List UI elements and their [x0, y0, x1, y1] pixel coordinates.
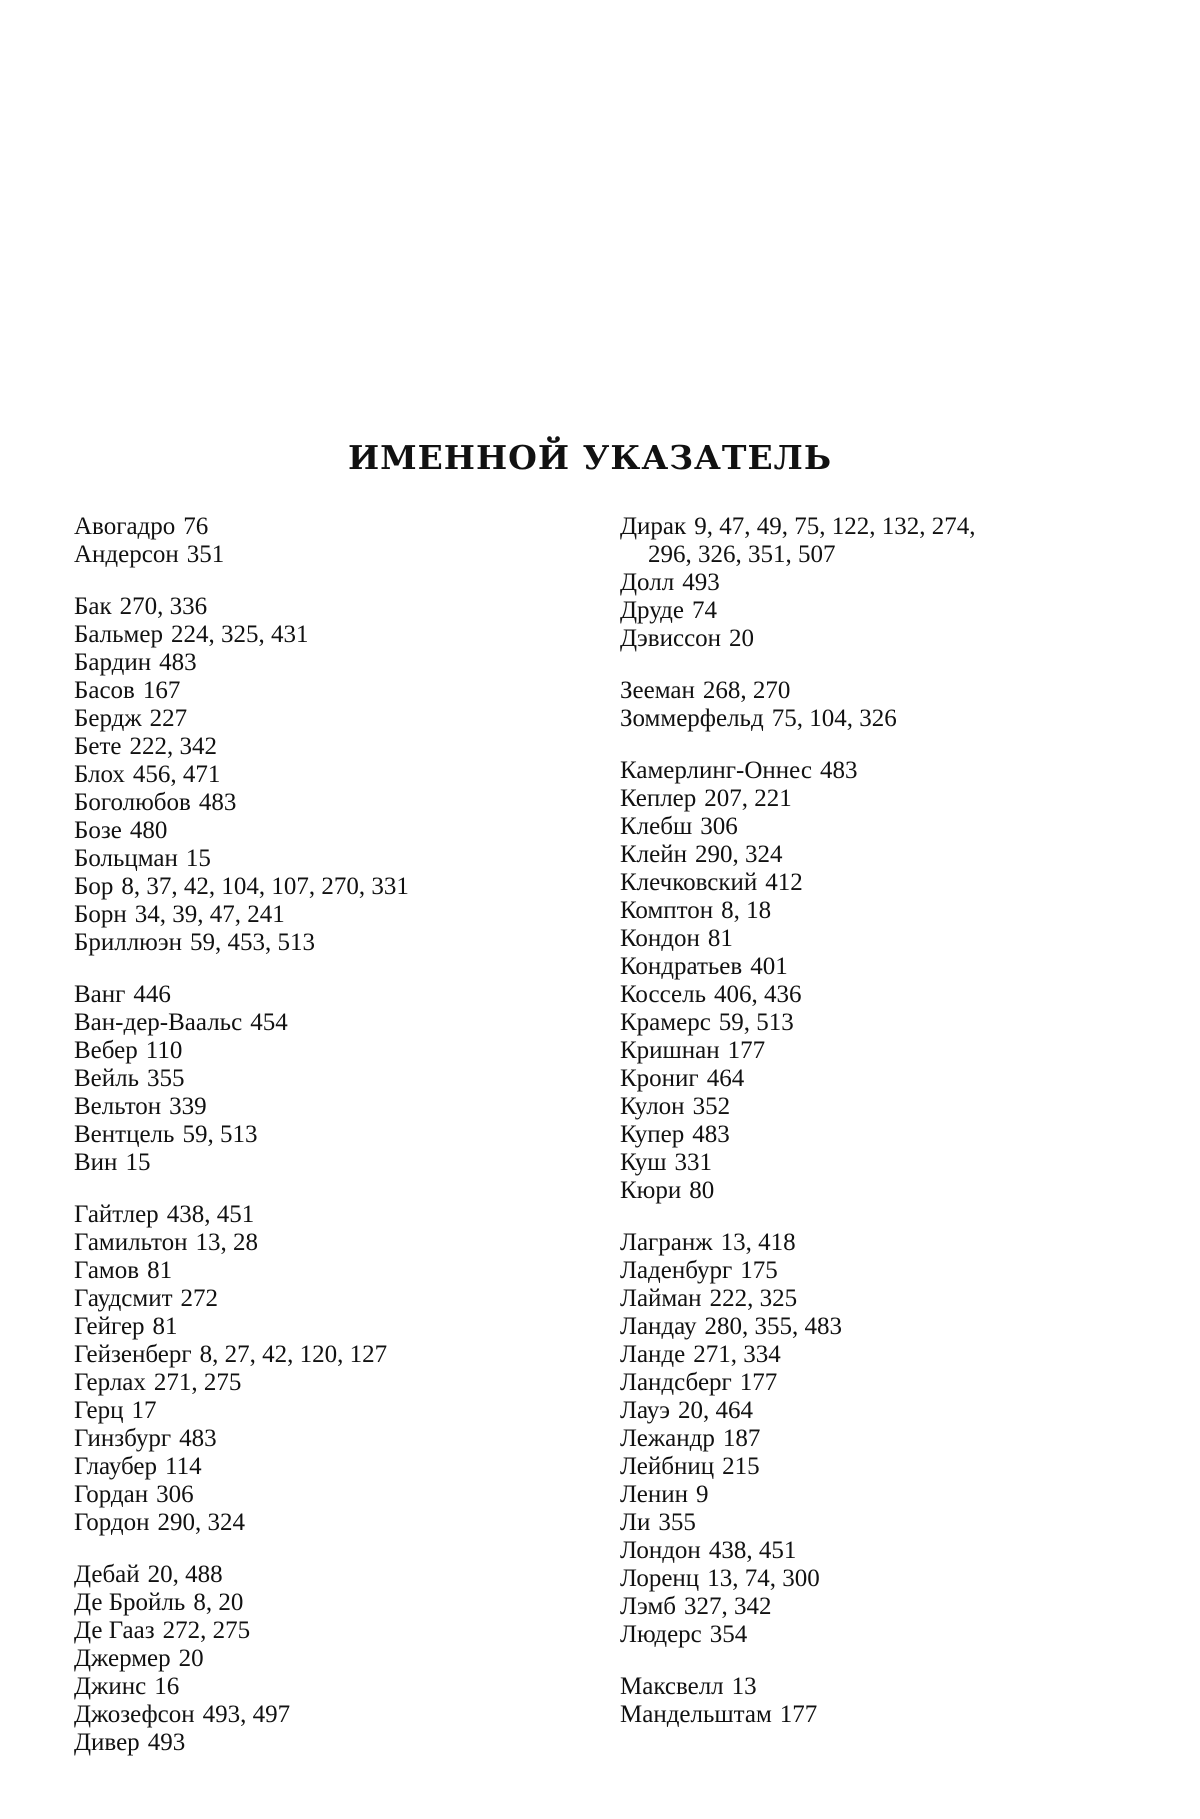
- entry-pages: 76: [183, 513, 209, 540]
- entry-pages: 351: [186, 541, 225, 568]
- entry-name: Кеплер: [620, 785, 697, 812]
- index-letter-group: [620, 1673, 1160, 1729]
- entry-name: Кришнан: [620, 1037, 720, 1064]
- entry-pages: 290, 324: [157, 1509, 246, 1536]
- entry-name: Бозе: [74, 817, 122, 844]
- entry-pages: 438, 451: [166, 1201, 255, 1228]
- entry-pages: 8, 37, 42, 104, 107, 270, 331: [121, 873, 409, 900]
- entry-pages: 290, 324: [695, 841, 783, 868]
- index-letter-group: [74, 981, 574, 1177]
- entry-name: Лагранж: [620, 1229, 713, 1256]
- entry-name: Лондон: [620, 1537, 701, 1564]
- index-entry: [620, 1257, 1160, 1285]
- entry-pages: 59, 513: [182, 1121, 258, 1148]
- index-entry: [74, 733, 574, 761]
- index-entry: [74, 621, 574, 649]
- entry-pages: 8, 27, 42, 120, 127: [199, 1341, 388, 1368]
- index-letter-group: [620, 1229, 1160, 1649]
- index-entry: [74, 1065, 574, 1093]
- entry-name: Герц: [74, 1397, 124, 1424]
- entry-name: Максвелл: [620, 1673, 724, 1700]
- entry-pages: 352: [692, 1093, 731, 1120]
- entry-name: Лежандр: [620, 1425, 715, 1452]
- index-entry: [620, 1009, 1160, 1037]
- entry-pages: 13, 28: [195, 1229, 259, 1256]
- entry-pages: 215: [722, 1453, 760, 1480]
- entry-name: Джермер: [74, 1645, 171, 1672]
- entry-name: Гордан: [74, 1481, 149, 1508]
- index-entry: [74, 1589, 574, 1617]
- entry-pages: 355: [658, 1509, 696, 1536]
- index-entry: [74, 1561, 574, 1589]
- index-entry: [620, 705, 1160, 733]
- entry-name: Андерсон: [74, 541, 179, 568]
- index-entry: [620, 1149, 1160, 1177]
- entry-pages: 177: [727, 1037, 766, 1064]
- entry-name: Бердж: [74, 705, 142, 732]
- entry-name: Вейль: [74, 1065, 140, 1092]
- index-entry: [620, 1037, 1160, 1065]
- entry-pages: 17: [131, 1397, 157, 1424]
- entry-pages: 81: [152, 1313, 178, 1340]
- entry-pages: 34, 39, 47, 241: [134, 901, 285, 928]
- entry-pages: 271, 275: [153, 1369, 242, 1396]
- entry-pages: 464: [706, 1065, 745, 1092]
- index-letter-group: [620, 757, 1160, 1205]
- entry-pages: 483: [159, 649, 197, 676]
- index-entry: [620, 897, 1160, 925]
- index-entry: [74, 1341, 574, 1369]
- entry-name: Глаубер: [74, 1453, 158, 1480]
- entry-pages: 412: [765, 869, 803, 896]
- entry-pages: 271, 334: [693, 1341, 781, 1368]
- index-entry: [620, 1481, 1160, 1509]
- index-entry: [74, 1369, 574, 1397]
- entry-name: Гейгер: [74, 1313, 145, 1340]
- index-entry: [620, 1065, 1160, 1093]
- index-letter-group: [74, 513, 574, 569]
- entry-pages: 20: [729, 625, 755, 652]
- index-entry: [74, 817, 574, 845]
- index-entry: [620, 1425, 1160, 1453]
- index-entry: [74, 1617, 574, 1645]
- index-entry: [74, 873, 574, 901]
- index-entry: [620, 1313, 1160, 1341]
- entry-name: Бриллюэн: [74, 929, 182, 956]
- entry-name: Крониг: [620, 1065, 699, 1092]
- index-entry: [74, 761, 574, 789]
- index-entry: [620, 953, 1160, 981]
- entry-pages: 81: [147, 1257, 173, 1284]
- entry-pages: 8, 18: [721, 897, 772, 924]
- entry-name: Гейзенберг: [74, 1341, 192, 1368]
- entry-name: Ландсберг: [620, 1369, 732, 1396]
- index-entry: [74, 1037, 574, 1065]
- entry-name: Ладенбург: [620, 1257, 733, 1284]
- entry-pages: 454: [250, 1009, 288, 1036]
- index-entry: [620, 1229, 1160, 1257]
- entry-pages: 355: [147, 1065, 185, 1092]
- entry-pages: 339: [169, 1093, 207, 1120]
- index-entry: [620, 677, 1160, 705]
- entry-pages: 456, 471: [132, 761, 221, 788]
- entry-pages: 177: [739, 1369, 778, 1396]
- index-entry: [74, 1149, 574, 1177]
- index-entry: [74, 845, 574, 873]
- entry-name: Людерс: [620, 1621, 702, 1648]
- entry-name: Коссель: [620, 981, 707, 1008]
- index-entry: [74, 1229, 574, 1257]
- entry-pages: 59, 513: [718, 1009, 794, 1036]
- index-entry: [74, 513, 574, 541]
- entry-name: Бете: [74, 733, 122, 760]
- entry-name: Гаудсмит: [74, 1285, 173, 1312]
- entry-pages-continued: 296, 326, 351, 507: [648, 541, 836, 568]
- entry-name: Ван-дер-Ваальс: [74, 1009, 243, 1036]
- entry-name: Вельтон: [74, 1093, 162, 1120]
- entry-pages: 483: [198, 789, 237, 816]
- entry-pages: 16: [154, 1673, 180, 1700]
- index-entry: [620, 625, 1160, 653]
- index-entry: [74, 901, 574, 929]
- entry-name: Авогадро: [74, 513, 176, 540]
- index-entry: [620, 1565, 1160, 1593]
- index-column-left: [74, 513, 574, 1781]
- entry-pages: 354: [709, 1621, 748, 1648]
- index-entry: [74, 1729, 574, 1757]
- entry-name: Гамов: [74, 1257, 140, 1284]
- index-entry: [620, 981, 1160, 1009]
- index-entry: [74, 1397, 574, 1425]
- entry-pages: 483: [819, 757, 858, 784]
- index-entry: [74, 1009, 574, 1037]
- entry-name: Кулон: [620, 1093, 685, 1120]
- entry-name: Дирак: [620, 513, 687, 540]
- index-entry: [620, 1397, 1160, 1425]
- entry-name: Кондратьев: [620, 953, 743, 980]
- index-entry: [74, 1425, 574, 1453]
- entry-pages: 327, 342: [684, 1593, 772, 1620]
- entry-pages: 406, 436: [714, 981, 802, 1008]
- index-entry: [74, 789, 574, 817]
- entry-pages: 13: [731, 1673, 757, 1700]
- entry-name: Бак: [74, 593, 112, 620]
- entry-pages: 207, 221: [704, 785, 792, 812]
- index-entry: [74, 593, 574, 621]
- entry-name: Мандельштам: [620, 1701, 772, 1728]
- index-entry: [620, 1341, 1160, 1369]
- entry-pages: 280, 355, 483: [704, 1313, 842, 1340]
- entry-name: Клечковский: [620, 869, 758, 896]
- entry-name: Бардин: [74, 649, 152, 676]
- entry-pages: 20, 488: [147, 1561, 223, 1588]
- entry-pages: 446: [133, 981, 171, 1008]
- entry-name: Вин: [74, 1149, 118, 1176]
- entry-name: Крамерс: [620, 1009, 711, 1036]
- index-entry: [620, 1537, 1160, 1565]
- entry-pages: 59, 453, 513: [189, 929, 315, 956]
- entry-pages: 306: [156, 1481, 194, 1508]
- index-entry: [74, 1481, 574, 1509]
- entry-name: Вентцель: [74, 1121, 175, 1148]
- entry-pages: 110: [145, 1037, 183, 1064]
- index-entry: [74, 1093, 574, 1121]
- index-entry: [74, 1509, 574, 1537]
- entry-pages: 227: [149, 705, 188, 732]
- entry-name: Лэмб: [620, 1593, 677, 1620]
- entry-pages: 483: [692, 1121, 730, 1148]
- entry-pages: 493, 497: [202, 1701, 291, 1728]
- index-entry: [74, 1285, 574, 1313]
- index-entry: [620, 1673, 1160, 1701]
- index-entry: [74, 649, 574, 677]
- entry-name: Борн: [74, 901, 127, 928]
- entry-pages: 480: [129, 817, 168, 844]
- entry-name: Гайтлер: [74, 1201, 159, 1228]
- index-entry: [74, 1645, 574, 1673]
- entry-name: Зееман: [620, 677, 695, 704]
- index-entry: [620, 757, 1160, 785]
- entry-pages: 75, 104, 326: [771, 705, 897, 732]
- entry-pages: 272: [180, 1285, 219, 1312]
- index-entry: [74, 677, 574, 705]
- entry-name: Джинс: [74, 1673, 147, 1700]
- index-letter-group: [620, 677, 1160, 733]
- index-entry: [620, 1593, 1160, 1621]
- index-entry: [620, 1369, 1160, 1397]
- entry-name: Ланде: [620, 1341, 686, 1368]
- entry-pages: 74: [691, 597, 717, 624]
- index-entry: [620, 869, 1160, 897]
- index-entry: [620, 1285, 1160, 1313]
- page-title: ИМЕННОЙ УКАЗАТЕЛЬ: [347, 438, 833, 477]
- entry-name: Боголюбов: [74, 789, 191, 816]
- entry-pages: 493: [682, 569, 720, 596]
- index-entry: [620, 569, 1160, 597]
- index-letter-group: [74, 593, 574, 957]
- entry-pages: 177: [779, 1701, 818, 1728]
- index-letter-group: [74, 1561, 574, 1757]
- entry-pages: 9: [696, 1481, 709, 1508]
- index-entry: [620, 925, 1160, 953]
- entry-pages: 20, 464: [678, 1397, 754, 1424]
- entry-pages: 114: [165, 1453, 202, 1480]
- entry-pages: 167: [142, 677, 181, 704]
- entry-pages: 493: [147, 1729, 186, 1756]
- entry-pages: 306: [700, 813, 738, 840]
- index-entry: [620, 1177, 1160, 1205]
- entry-name: Камерлинг-Оннес: [620, 757, 812, 784]
- entry-name: Де Бройль: [74, 1589, 186, 1616]
- index-entry: [74, 541, 574, 569]
- entry-name: Гинзбург: [74, 1425, 172, 1452]
- entry-name: Де Гааз: [74, 1617, 155, 1644]
- entry-pages: 13, 418: [720, 1229, 796, 1256]
- entry-pages: 13, 74, 300: [707, 1565, 820, 1592]
- entry-name: Больцман: [74, 845, 178, 872]
- entry-pages: 81: [707, 925, 733, 952]
- entry-pages: 8, 20: [193, 1589, 244, 1616]
- entry-pages: 268, 270: [702, 677, 791, 704]
- index-entry: [74, 1673, 574, 1701]
- index-letter-group: [620, 513, 1160, 653]
- index-letter-group: [74, 1201, 574, 1537]
- entry-name: Лоренц: [620, 1565, 700, 1592]
- entry-pages: 270, 336: [119, 593, 208, 620]
- entry-name: Гамильтон: [74, 1229, 188, 1256]
- entry-pages: 222, 342: [129, 733, 217, 760]
- entry-pages: 80: [689, 1177, 715, 1204]
- index-entry: [620, 1701, 1160, 1729]
- index-entry: [74, 1701, 574, 1729]
- index-entry: [620, 597, 1160, 625]
- index-entry: [74, 1201, 574, 1229]
- index-entry: [620, 813, 1160, 841]
- index-entry: [620, 1093, 1160, 1121]
- entry-name: Лауэ: [620, 1397, 671, 1424]
- entry-name: Бор: [74, 873, 114, 900]
- index-entry: [74, 981, 574, 1009]
- entry-name: Бальмер: [74, 621, 163, 648]
- entry-pages: 438, 451: [708, 1537, 797, 1564]
- index-entry: [620, 513, 1160, 541]
- index-entry: [620, 1453, 1160, 1481]
- index-entry: [74, 1121, 574, 1149]
- entry-name: Ванг: [74, 981, 126, 1008]
- index-entry: [74, 1453, 574, 1481]
- entry-name: Клейн: [620, 841, 688, 868]
- entry-name: Лейбниц: [620, 1453, 715, 1480]
- entry-pages: 272, 275: [162, 1617, 251, 1644]
- entry-name: Ленин: [620, 1481, 689, 1508]
- entry-name: Герлах: [74, 1369, 146, 1396]
- entry-pages: 222, 325: [709, 1285, 798, 1312]
- entry-pages: 331: [674, 1149, 713, 1176]
- index-entry: [74, 1257, 574, 1285]
- entry-name: Гордон: [74, 1509, 150, 1536]
- entry-name: Ли: [620, 1509, 651, 1536]
- entry-pages: 15: [185, 845, 211, 872]
- entry-pages: 175: [740, 1257, 778, 1284]
- entry-pages: 187: [722, 1425, 761, 1452]
- entry-pages: 15: [125, 1149, 151, 1176]
- index-entry: [620, 1121, 1160, 1149]
- entry-name: Комптон: [620, 897, 714, 924]
- entry-name: Зоммерфельд: [620, 705, 764, 732]
- entry-name: Лайман: [620, 1285, 702, 1312]
- entry-name: Друде: [620, 597, 684, 624]
- entry-name: Кондон: [620, 925, 700, 952]
- index-entry: [620, 1509, 1160, 1537]
- entry-name: Кюри: [620, 1177, 682, 1204]
- index-entry: [620, 841, 1160, 869]
- entry-name: Клебш: [620, 813, 693, 840]
- entry-name: Вебер: [74, 1037, 138, 1064]
- entry-name: Дебай: [74, 1561, 140, 1588]
- index-entry: [620, 1621, 1160, 1649]
- index-column-right: [620, 513, 1160, 1753]
- index-entry: [74, 929, 574, 957]
- entry-name: Ландау: [620, 1313, 697, 1340]
- entry-name: Дэвиссон: [620, 625, 722, 652]
- entry-name: Дивер: [74, 1729, 140, 1756]
- entry-pages: 9, 47, 49, 75, 122, 132, 274,: [694, 513, 976, 540]
- index-entry: [74, 705, 574, 733]
- entry-name: Долл: [620, 569, 675, 596]
- index-entry: [74, 1313, 574, 1341]
- entry-name: Блох: [74, 761, 125, 788]
- entry-name: Куш: [620, 1149, 667, 1176]
- entry-pages: 483: [179, 1425, 217, 1452]
- entry-pages: 224, 325, 431: [170, 621, 309, 648]
- entry-pages: 20: [178, 1645, 204, 1672]
- entry-name: Купер: [620, 1121, 685, 1148]
- index-entry: [620, 785, 1160, 813]
- entry-pages: 401: [750, 953, 788, 980]
- entry-name: Басов: [74, 677, 135, 704]
- entry-name: Джозефсон: [74, 1701, 195, 1728]
